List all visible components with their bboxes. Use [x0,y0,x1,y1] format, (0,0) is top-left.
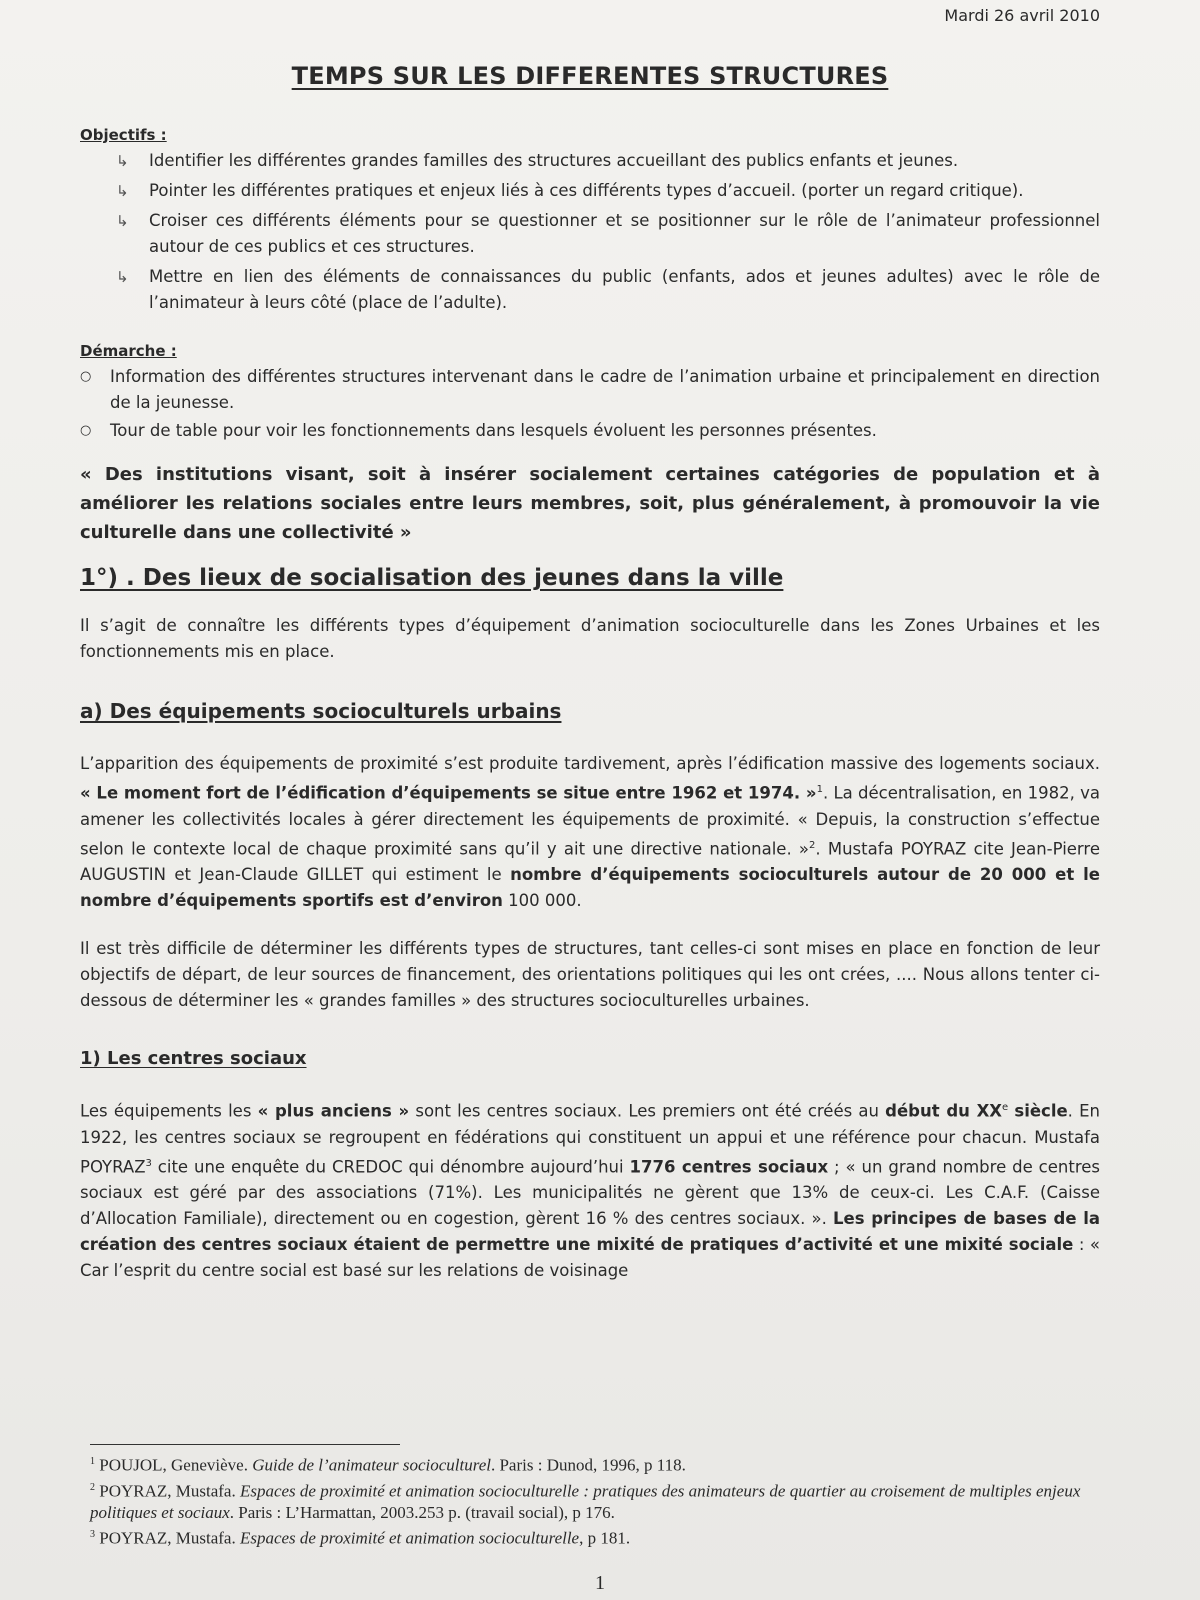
footnote: $^2$ POYRAZ, Mustafa. Espaces de proximité et animation socioculturelle : pratiques des animateurs de quartier au croisement de multiples enjeux politiques et sociaux. Paris : L’Harmattan, 2003.253 p. (travail social), p 176. [90,1481,1081,1523]
list-item: ○ Information des différentes structures intervenant dans le cadre de l’animation urbaine et principalement en direction de la jeunesse. [80,364,1100,416]
list-item: ↳ Mettre en lien des éléments de connaissances du public (enfants, ados et jeunes adultes) avec le rôle de l’animateur à leurs côté (place de l’adulte). [116,264,1100,316]
arrow-bullet-icon: ↳ [116,212,129,230]
paragraph-centres-sociaux: Les équipements les « plus anciens » sont les centres sociaux. Les premiers ont été créés au début du XXe siècle. En 1922, les centres sociaux se regroupent en fédérations qui constituent un appui et une référence pour chacun. Mustafa POYRAZ$^3$ cite une enquête du CREDOC qui dénombre aujourd’hui 1776 centres sociaux ; « un grand nombre de centres sociaux est géré par des associations (71%). Les municipalités ne gèrent que 13% de ceux-ci. Les C.A.F. (Caisse d’Allocation Familiale), directement ou en cogestion, gèrent 16 % des centres sociaux. ». Les principes de bases de la création des centres sociaux étaient de permettre une mixité de pratiques d’activité et une mixité sociale : « Car l’esprit du centre social est basé sur les relations de voisinage [80,1101,1100,1280]
footnote-divider [90,1444,400,1445]
list-item: ↳ Croiser ces différents éléments pour se questionner et se positionner sur le rôle de l’animateur professionnel autour de ces publics et ces structures. [116,208,1100,260]
list-item: ↳ Pointer les différentes pratiques et enjeux liés à ces différents types d’accueil. (porter un regard critique). [116,178,1100,204]
footnote: $^1$ POUJOL, Geneviève. Guide de l’animateur socioculturel. Paris : Dunod, 1996, p 118. [90,1455,686,1475]
page-number: 1 [595,1572,605,1594]
footnotes [90,1444,1100,1550]
objectifs-list [80,148,1100,316]
arrow-bullet-icon: ↳ [116,152,129,170]
list-item: ○ Tour de table pour voir les fonctionnements dans lesquels évoluent les personnes présentes. [80,418,1100,444]
definition-quote: « Des institutions visant, soit à insérer socialement certaines catégories de population et à améliorer les relations sociales entre leurs membres, soit, plus généralement, à promouvoir la vie culturelle dans une collectivité » [80,464,1100,543]
demarche-label: Démarche : [80,342,177,360]
section-heading-a: a) Des équipements socioculturels urbains [80,699,562,723]
demarche-list [80,364,1100,444]
arrow-bullet-icon: ↳ [116,182,129,200]
section-1-intro: Il s’agit de connaître les différents types d’équipement d’animation socioculturelle dans les Zones Urbaines et les fonctionnements mis en place. [80,616,1100,661]
objectifs-label: Objectifs : [80,126,167,144]
footnote-ref: 3 [145,1157,152,1169]
footnote: $^3$ POYRAZ, Mustafa. Espaces de proximité et animation socioculturelle, p 181. [90,1528,631,1548]
footnote-ref: 2 [809,839,816,851]
footnote-ref: 1 [816,784,823,795]
objectifs-section [80,126,1100,316]
paragraph-types-structures: Il est très difficile de déterminer les différents types de structures, tant celles-ci sont mises en place en fonction de leur objectifs de départ, de leur sources de financement, des orientations politiques qui les ont crées, .... Nous allons tenter ci-dessous de déterminer les « grandes familles » des structures socioculturelles urbaines. [80,939,1100,1010]
section-heading-1: 1°) . Des lieux de socialisation des jeunes dans la ville [80,565,784,591]
circle-bullet-icon: ○ [80,423,92,438]
paragraph-equipements: L’apparition des équipements de proximité s’est produite tardivement, après l’édification massive des logements sociaux. « Le moment fort de l’édification d’équipements se situe entre 1962 et 1974. »$^1$. La décentralisation, en 1982, va amener les collectivités locales à gérer directement les équipements de proximité. « Depuis, la construction s’effectue selon le contexte local de chaque proximité sans qu’il y ait une directive nationale. »$^2$. Mustafa POYRAZ cite Jean-Pierre AUGUSTIN et Jean-Claude GILLET qui estiment le nombre d’équipements socioculturels autour de 20 000 et le nombre d’équipements sportifs est d’environ 100 000. [80,754,1100,910]
circle-bullet-icon: ○ [80,369,92,384]
document-date: Mardi 26 avril 2010 [944,6,1100,25]
arrow-bullet-icon: ↳ [116,268,129,286]
section-heading-centres-sociaux: 1) Les centres sociaux [80,1048,307,1069]
document-title: TEMPS SUR LES DIFFERENTES STRUCTURES [291,62,889,90]
demarche-section [80,342,1100,444]
list-item: ↳ Identifier les différentes grandes familles des structures accueillant des publics enfants et jeunes. [116,148,1100,174]
